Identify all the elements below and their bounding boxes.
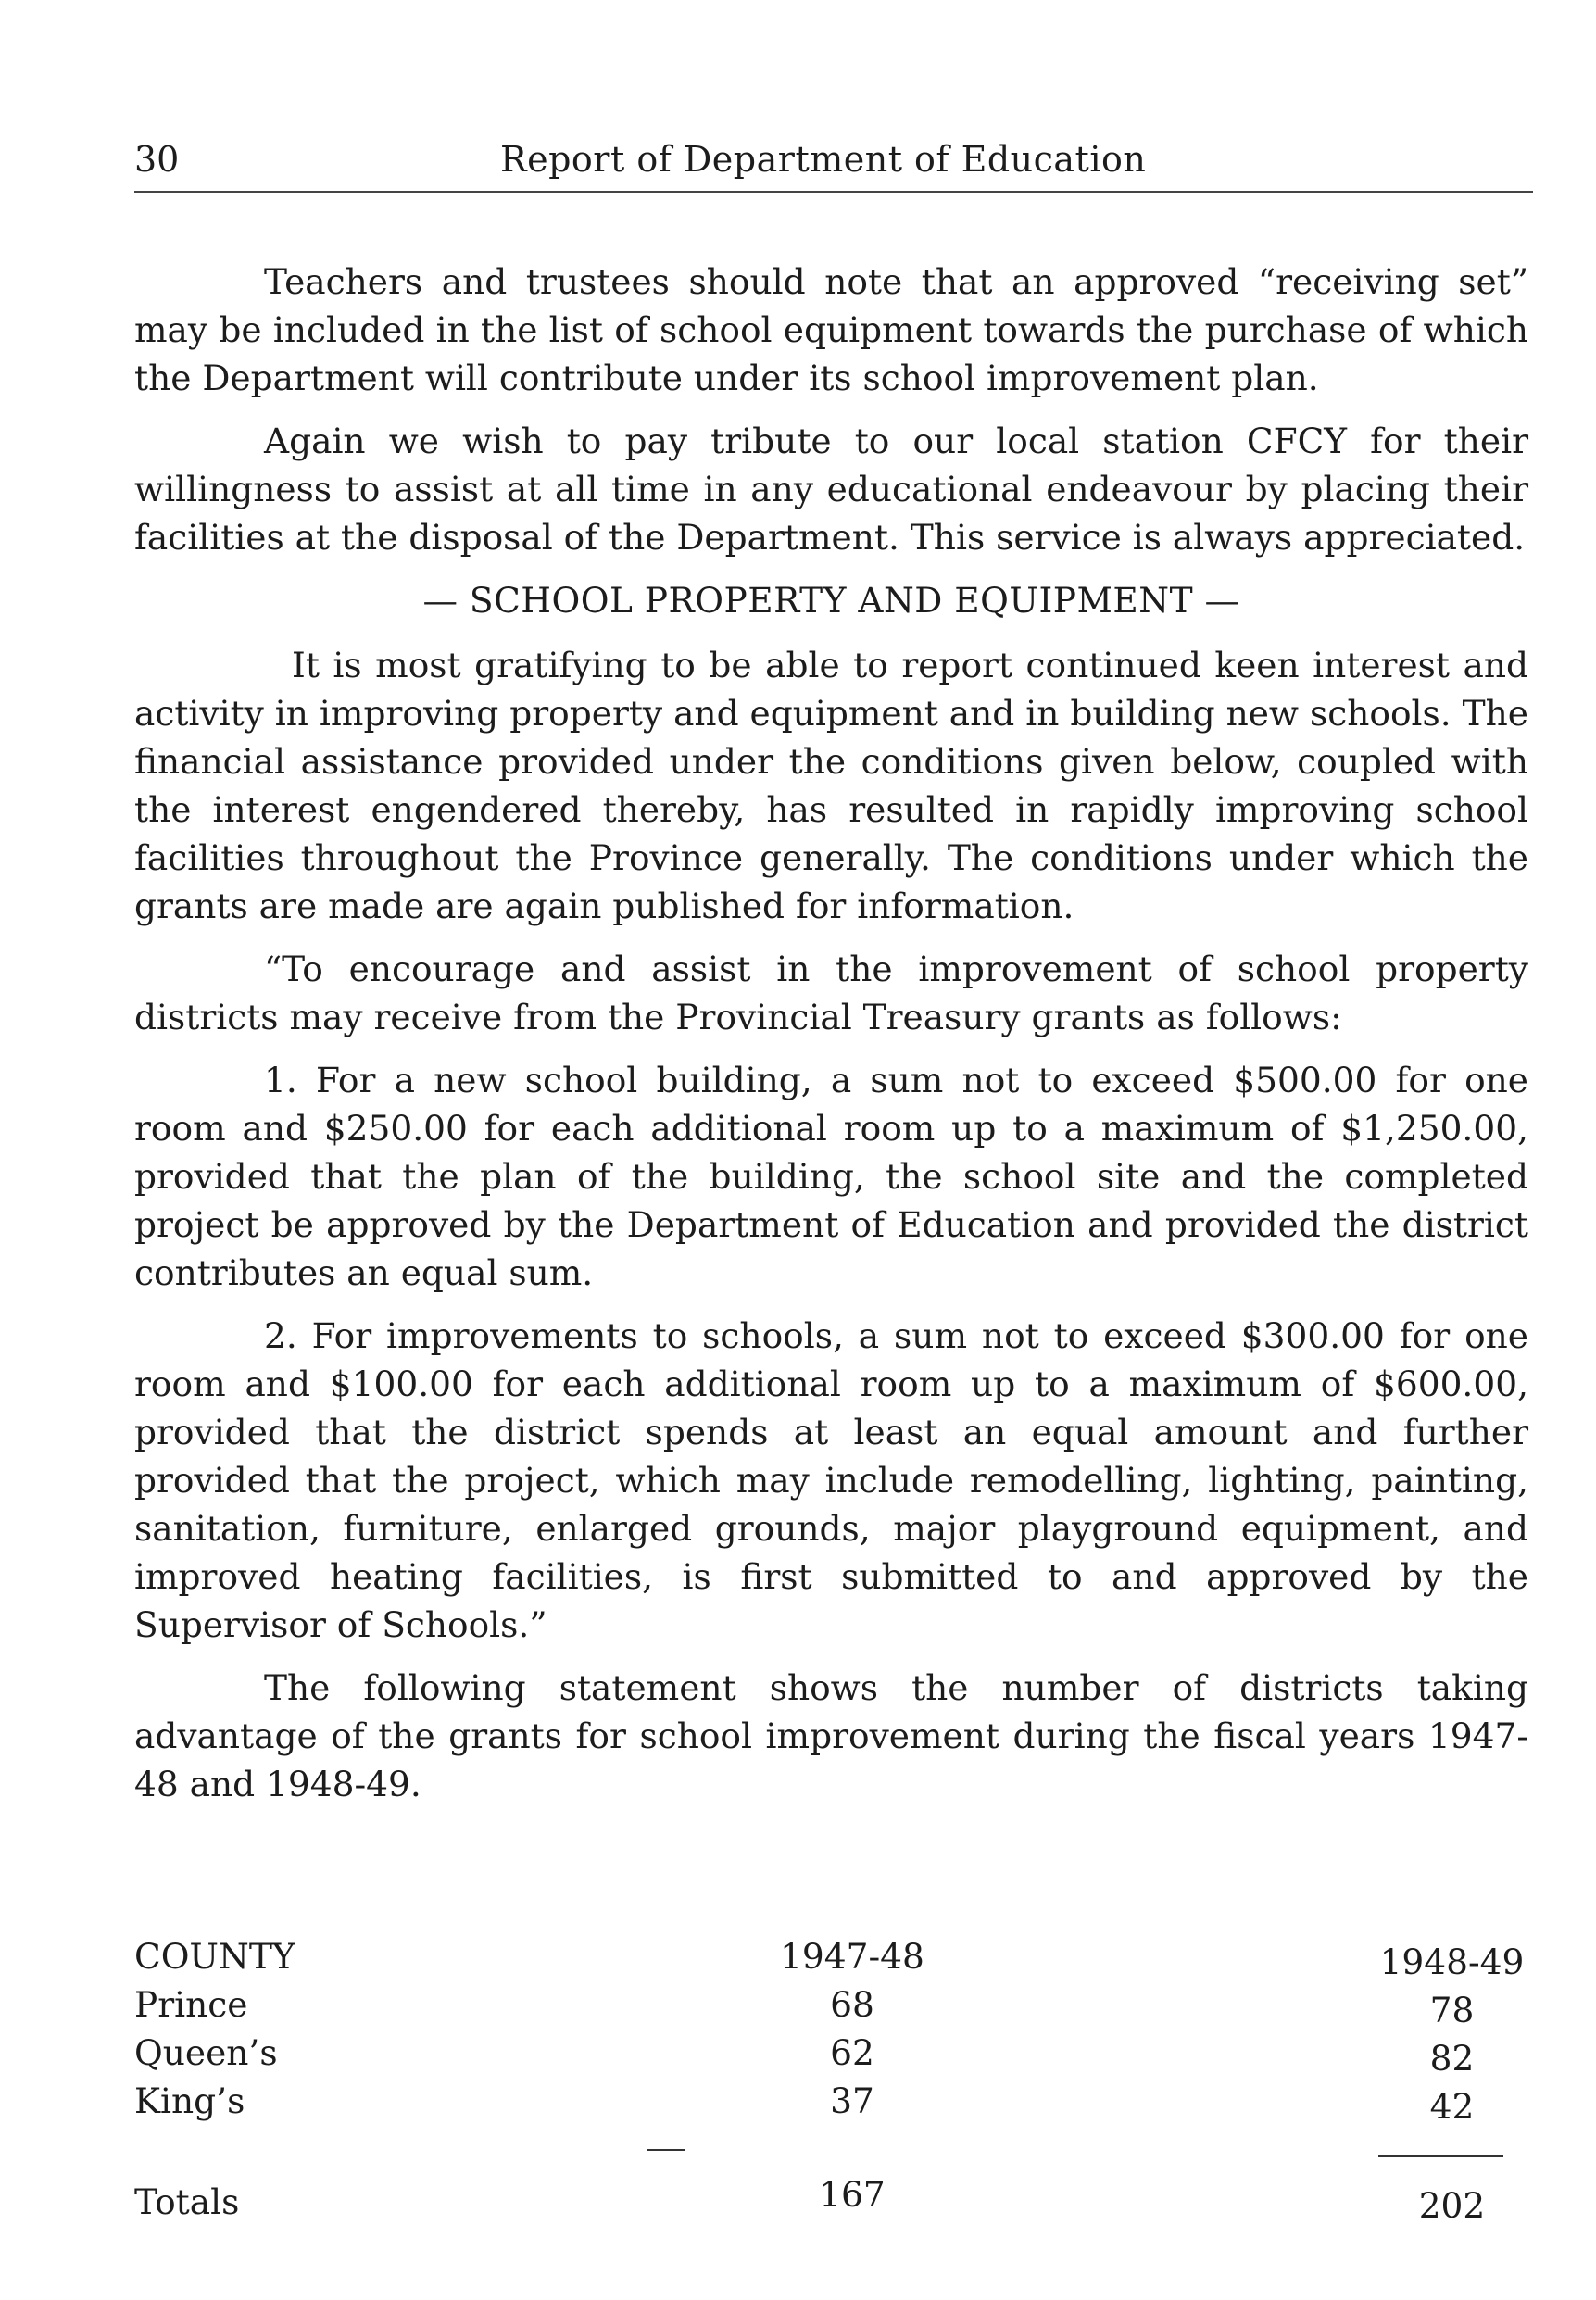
- paragraph-grants-intro: “To encourage and assist in the improvement of school property districts may receive from the Provincial Treasury grants as follows:: [134, 949, 1528, 1037]
- total-rule-1947-48: [647, 2149, 685, 2151]
- body-text: [134, 258, 1528, 1823]
- table-header-1948-49: 1948-49: [1379, 1942, 1525, 1982]
- paragraph-property-interest: It is most gratifying to be able to report continued keen interest and activity in improving property and equipment and in building new schools. The financial assistance provided under the conditions given below, coupled with the interest engendered thereby, has resulted in rapidly improving school facilities throughout the Province generally. The conditions under which the grants are made are again published for information.: [134, 645, 1528, 926]
- value-1948-49: 42: [1429, 2086, 1475, 2127]
- districts-table: [134, 1936, 1528, 2129]
- page-number: 30: [134, 139, 180, 180]
- table-row: [134, 1984, 1528, 2032]
- header-rule: [134, 191, 1533, 193]
- table-header-row: [134, 1936, 1528, 1984]
- value-1947-48: 62: [830, 2032, 874, 2073]
- paragraph-grant-improvements: 2. For improvements to schools, a sum not to exceed $300.00 for one room and $100.00 for each additional room up to a maximum of $600.00, provided that the district spends at least an equal amount and further provided that the project, which may include remodelling, lighting, painting, sanitation, furniture, enlarged grounds, major playground equipment, and improved heating facilities, is first submitted to and approved by the Supervisor of Schools.”: [134, 1315, 1528, 1645]
- value-1947-48: 37: [830, 2080, 874, 2121]
- total-1948-49: 202: [1418, 2185, 1486, 2226]
- page-header: [134, 139, 1533, 195]
- table-row: [134, 2080, 1528, 2129]
- value-1947-48: 68: [830, 1984, 874, 2025]
- total-rule-1948-49: [1378, 2155, 1503, 2157]
- paragraph-cfcy-tribute: Again we wish to pay tribute to our local station CFCY for their willingness to assist at all time in any educational endeavour by placing their facilities at the disposal of the Department. This service is always appreciated.: [134, 421, 1528, 558]
- paragraph-grant-new-building: 1. For a new school building, a sum not to exceed $500.00 for one room and $250.00 for each additional room up to a maximum of $1,250.00, provided that the plan of the building, the school site and the completed project be approved by the Department of Education and provided the district contributes an equal sum.: [134, 1060, 1528, 1293]
- table-header-county: COUNTY: [134, 1936, 295, 1977]
- county-name: Prince: [134, 1984, 248, 2025]
- value-1948-49: 82: [1429, 2038, 1475, 2079]
- running-title: Report of Department of Education: [500, 139, 1147, 180]
- table-totals-row: [134, 2174, 1528, 2230]
- section-heading: — SCHOOL PROPERTY AND EQUIPMENT —: [422, 580, 1240, 621]
- value-1948-49: 78: [1429, 1990, 1475, 2030]
- county-name: King’s: [134, 2080, 245, 2121]
- table-header-1947-48: 1947-48: [780, 1936, 924, 1977]
- paragraph-statement-intro: The following statement shows the number of districts taking advantage of the grants for school improvement during the fiscal years 1947-48 and 1948-49.: [134, 1667, 1528, 1804]
- table-row: [134, 2032, 1528, 2080]
- paragraph-receiving-set: Teachers and trustees should note that an approved “receiving set” may be included in the list of school equipment towards the purchase of which the Department will contribute under its school improvement plan.: [134, 261, 1528, 398]
- county-name: Queen’s: [134, 2032, 278, 2073]
- totals-label: Totals: [134, 2181, 240, 2222]
- total-1947-48: 167: [819, 2174, 886, 2215]
